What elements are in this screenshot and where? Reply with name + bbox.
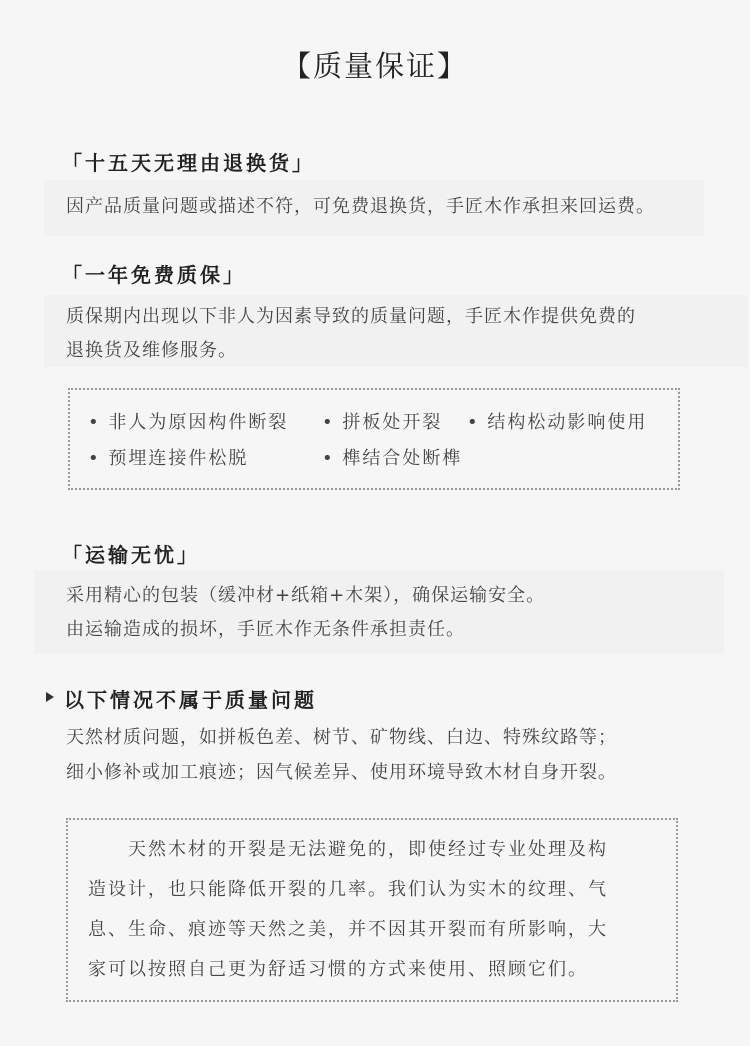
section-heading-shipping: 「运输无忧」 <box>62 543 200 567</box>
cracking-note-line-2: 造设计，也只能降低开裂的几率。我们认为实木的纹理、气 <box>88 879 608 900</box>
triangle-bullet-icon <box>46 692 54 702</box>
warranty-items-box <box>68 388 680 490</box>
warranty-item: • 非人为原因构件断裂 <box>88 412 289 433</box>
section-text-exclusions-line-2: 细小修补或加工痕迹；因气候差异、使用环境导致木材自身开裂。 <box>66 762 617 783</box>
section-text-shipping-line-2: 由运输造成的损坏，手匠木作无条件承担责任。 <box>66 619 465 640</box>
warranty-item: • 预埋连接件松脱 <box>88 448 249 469</box>
cracking-note-line-1: 天然木材的开裂是无法避免的，即使经过专业处理及构 <box>88 839 608 860</box>
cracking-note-line-3: 息、生命、痕迹等天然之美，并不因其开裂而有所影响，大 <box>88 919 608 940</box>
section-heading-exclusions: 以下情况不属于质量问题 <box>64 688 317 712</box>
section-text-shipping-line-1: 采用精心的包装（缓冲材+纸箱+木架），确保运输安全。 <box>66 585 546 606</box>
section-text-exclusions-line-1: 天然材质问题，如拼板色差、树节、矿物线、白边、特殊纹路等； <box>66 727 617 748</box>
section-text-warranty-line-2: 退换货及维修服务。 <box>66 340 237 361</box>
warranty-item: • 拼板处开裂 <box>322 412 443 433</box>
page-title: 【质量保证】 <box>281 49 468 83</box>
section-text-return-line-1: 因产品质量问题或描述不符，可免费退换货，手匠木作承担来回运费。 <box>66 196 655 217</box>
section-text-warranty-line-1: 质保期内出现以下非人为因素导致的质量问题，手匠木作提供免费的 <box>66 306 636 327</box>
cracking-note-line-4: 家可以按照自己更为舒适习惯的方式来使用、照顾它们。 <box>88 959 588 980</box>
section-heading-warranty: 「一年免费质保」 <box>62 263 246 287</box>
warranty-item: • 结构松动影响使用 <box>467 412 648 433</box>
section-heading-return: 「十五天无理由退换货」 <box>62 151 315 175</box>
warranty-item: • 榫结合处断榫 <box>322 448 463 469</box>
